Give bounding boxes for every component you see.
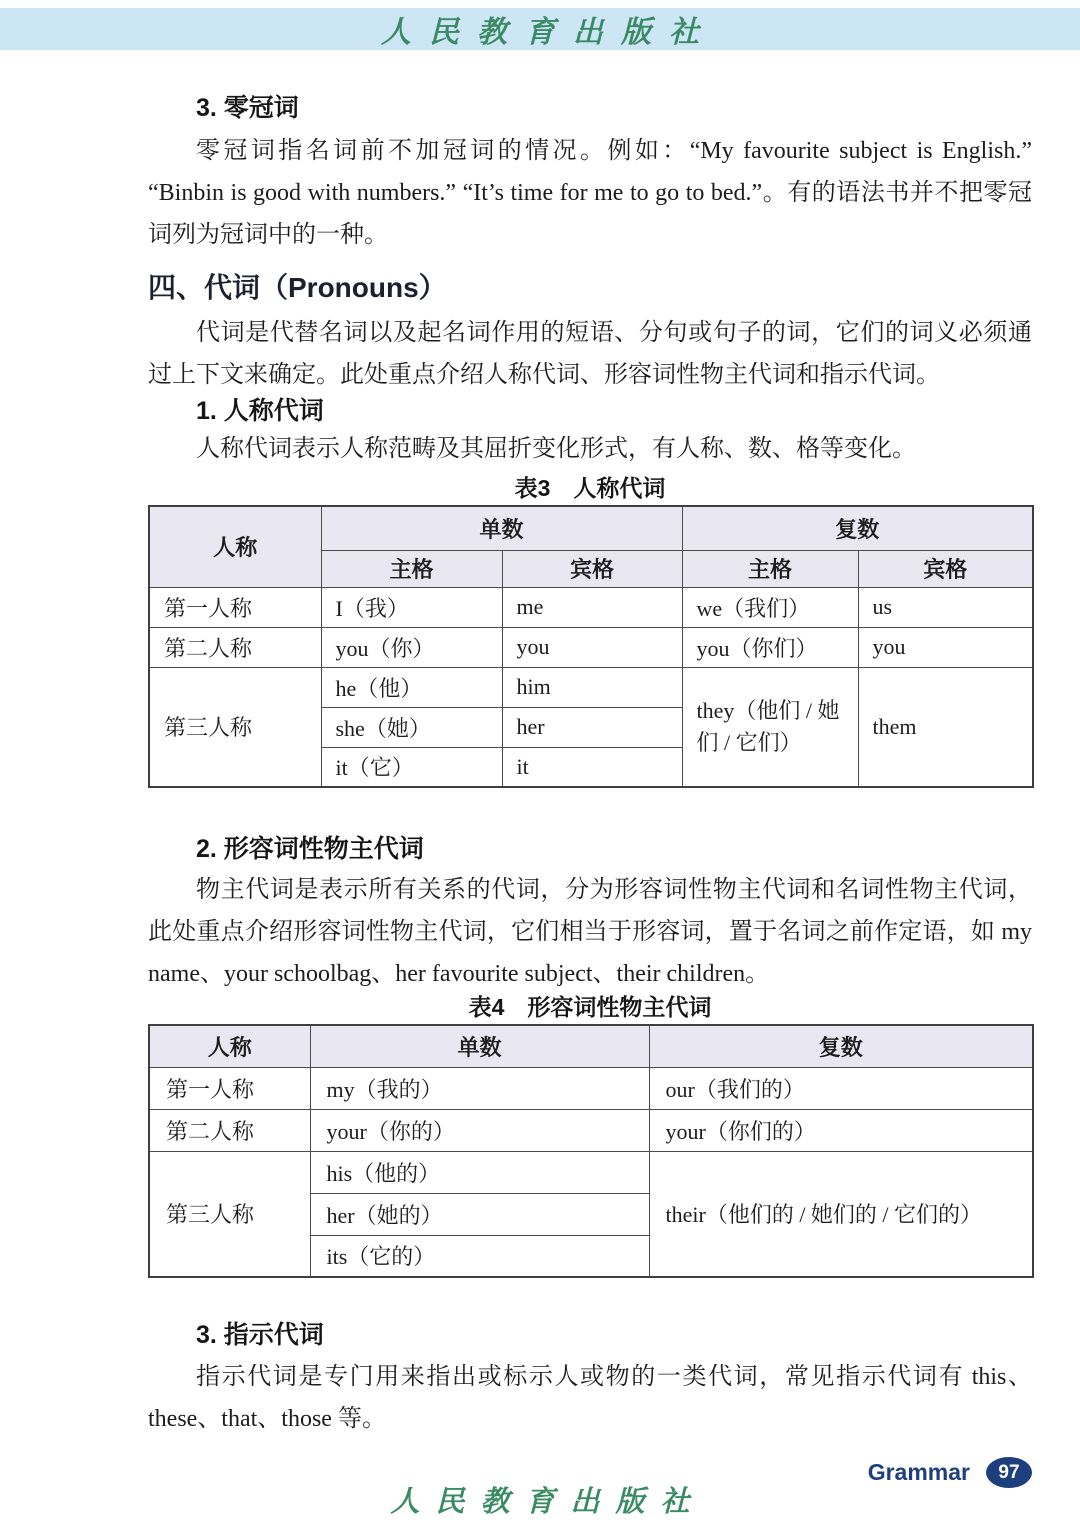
row-label: 第三人称 [149,667,321,787]
paragraph-personal-pronouns: 人称代词表示人称范畴及其屈折变化形式，有人称、数、格等变化。 [196,436,916,462]
table-row [149,1151,1033,1193]
col-header-plural: 复数 [649,1025,1033,1067]
table-row [149,667,1033,707]
table-cell: its（它的） [310,1235,649,1277]
heading-personal-pronouns: 1. 人称代词 [196,397,324,425]
table-cell: your（你们的） [649,1109,1033,1151]
heading-demonstrative-pronouns: 3. 指示代词 [196,1321,324,1349]
row-label: 第二人称 [149,627,321,667]
table-cell: you [502,627,682,667]
table-cell: our（我们的） [649,1067,1033,1109]
paragraph-demonstrative-pronouns: 指示代词是专门用来指出或标示人或物的一类代词，常见指示代词有 this、these、that、those 等。 [148,1364,1032,1432]
row-label: 第一人称 [149,587,321,627]
table-cell: it [502,747,682,787]
table-row [149,627,1033,667]
table-cell: his（他的） [310,1151,649,1193]
table-cell: her [502,707,682,747]
table-cell: my（我的） [310,1067,649,1109]
col-header-person: 人称 [149,1025,310,1067]
table-cell: them [858,667,1033,787]
top-banner [0,8,1080,50]
col-header-accusative-singular: 宾格 [502,550,682,587]
table-cell: their（他们的 / 她们的 / 它们的） [649,1151,1033,1277]
table-cell: your（你的） [310,1109,649,1151]
col-header-nominative-singular: 主格 [321,550,502,587]
heading-zero-article: 3. 零冠词 [196,94,299,122]
personal-pronouns-table [148,505,1034,788]
col-header-accusative-plural: 宾格 [858,550,1033,587]
col-header-nominative-plural: 主格 [682,550,858,587]
table-row [149,1109,1033,1151]
page-content [148,50,1032,1440]
paragraph-zero-article: 零冠词指名词前不加冠词的情况。例如：“My favourite subject is English.” “Binbin is good with numbers.” “It’s time for me to go to bed.”。有的语法书并不把零冠词列为冠词中的一种。 [148,138,1032,248]
footer-publisher-logo: 人民教育出版社 [390,1484,706,1518]
col-header-plural: 复数 [682,506,1033,550]
row-label: 第三人称 [149,1151,310,1277]
page-number-badge: 97 [986,1457,1032,1488]
paragraph-possessive-pronouns: 物主代词是表示所有关系的代词，分为形容词性物主代词和名词性物主代词，此处重点介绍形容词性物主代词，它们相当于形容词，置于名词之前作定语，如 my name、your schoolbag、her favourite subject、their children。 [148,877,1032,987]
table3-caption: 表3 人称代词 [514,475,666,501]
table-cell: you（你们） [682,627,858,667]
table-cell: him [502,667,682,707]
table-cell: I（我） [321,587,502,627]
table-cell: me [502,587,682,627]
col-header-singular: 单数 [310,1025,649,1067]
table-cell: she（她） [321,707,502,747]
table-row [149,587,1033,627]
row-label: 第二人称 [149,1109,310,1151]
table-cell: he（他） [321,667,502,707]
table-cell: her（她的） [310,1193,649,1235]
table-cell: they（他们 / 她们 / 它们） [682,667,858,787]
paragraph-pronouns-intro: 代词是代替名词以及起名词作用的短语、分句或句子的词，它们的词义必须通过上下文来确定。此处重点介绍人称代词、形容词性物主代词和指示代词。 [148,320,1032,388]
table-cell: it（它） [321,747,502,787]
heading-possessive-pronouns: 2. 形容词性物主代词 [196,835,424,863]
row-label: 第一人称 [149,1067,310,1109]
col-header-singular: 单数 [321,506,682,550]
table-row [149,1067,1033,1109]
footer-grammar-label: Grammar [867,1459,970,1485]
heading-pronouns-section: 四、代词（Pronouns） [148,272,447,303]
table-cell: us [858,587,1033,627]
table-cell: you（你） [321,627,502,667]
possessive-pronouns-table [148,1024,1034,1278]
publisher-logo: 人民教育出版社 [381,15,717,50]
col-header-person: 人称 [149,506,321,587]
table4-caption: 表4 形容词性物主代词 [468,994,712,1020]
table-cell: you [858,627,1033,667]
table-cell: we（我们） [682,587,858,627]
